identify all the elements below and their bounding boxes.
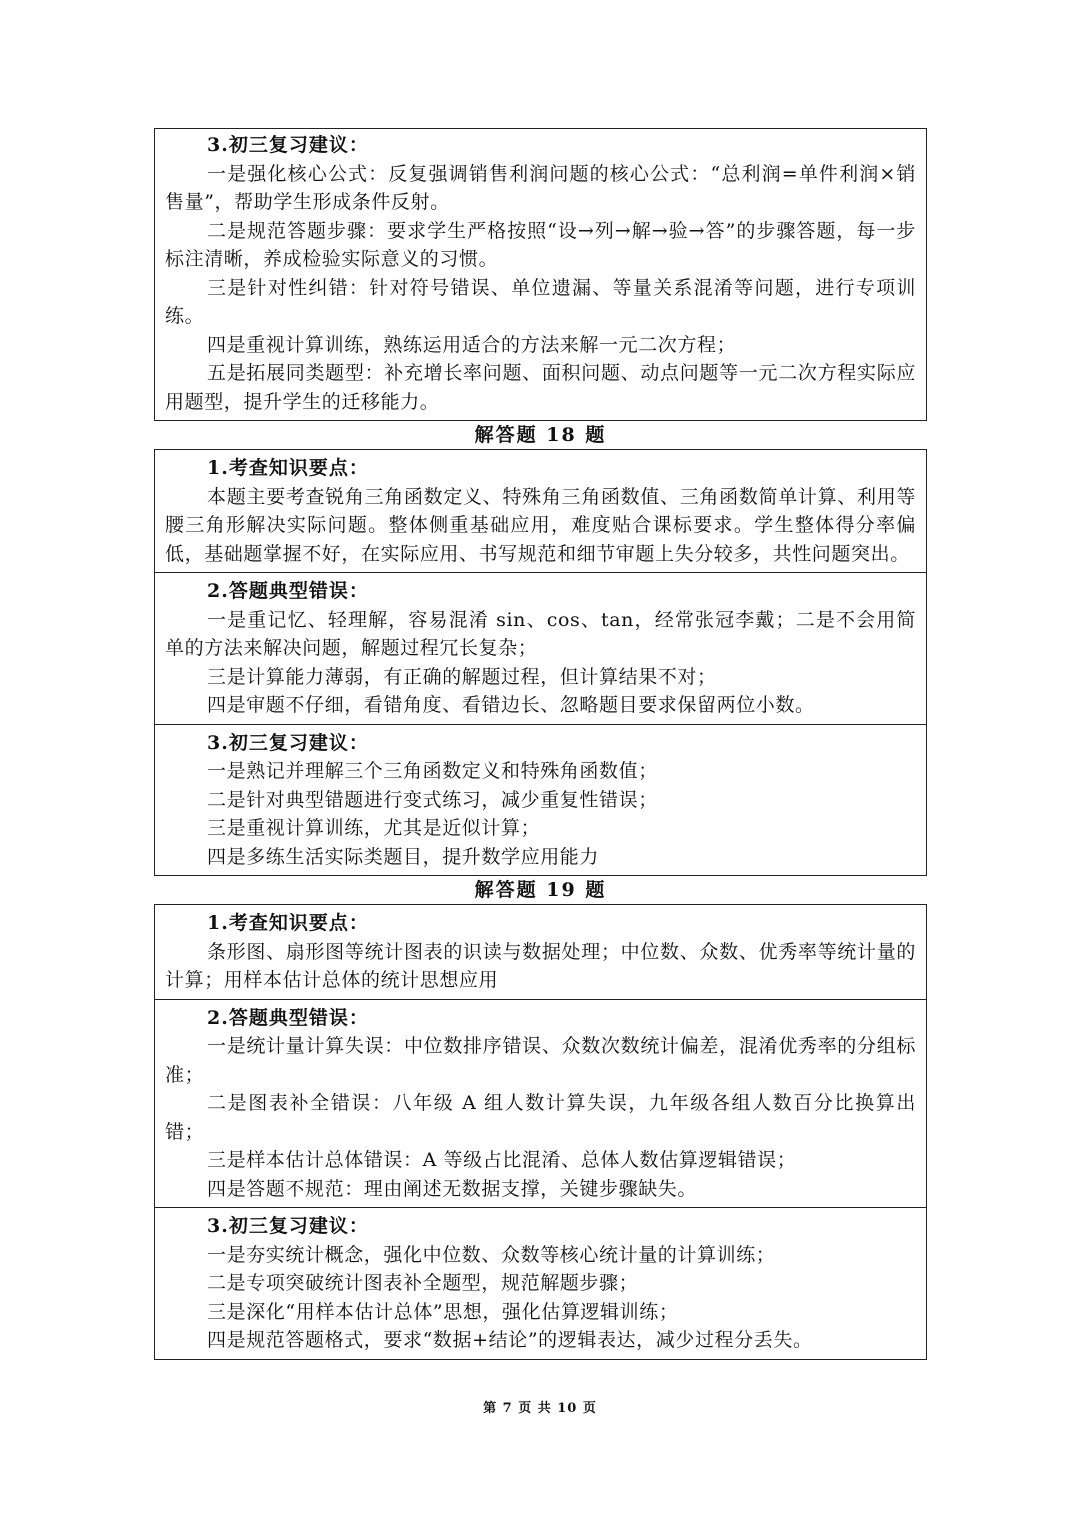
- advice-paragraph: 三是深化“用样本估计总体”思想，强化估算逻辑训练；: [207, 1300, 679, 1323]
- advice-paragraph: 四是重视计算训练，熟练运用适合的方法来解一元二次方程；: [207, 333, 737, 356]
- errors-box-q18: [154, 572, 927, 724]
- advice-box-q18: [154, 724, 927, 877]
- advice-paragraph: 一是强化核心公式：反复强调销售利润问题的核心公式：“总利润=单件利润×销售量”，帮助学生形成条件反射。: [165, 162, 916, 213]
- errors-paragraph: 三是样本估计总体错误：A 等级占比混淆、总体人数估算逻辑错误；: [207, 1149, 797, 1171]
- knowledge-heading: 1.考查知识要点：: [207, 457, 369, 479]
- advice-paragraph: 四是多练生活实际类题目，提升数学应用能力: [207, 845, 600, 868]
- knowledge-box-q19: [154, 904, 927, 999]
- advice-box-prev: [154, 128, 927, 421]
- errors-paragraph: 四是答题不规范：理由阐述无数据支撑，关键步骤缺失。: [207, 1177, 698, 1200]
- document-page: [154, 128, 927, 1360]
- errors-paragraph: 二是图表补全错误：八年级 A 组人数计算失误，九年级各组人数百分比换算出错；: [165, 1092, 916, 1143]
- advice-paragraph: 二是规范答题步骤：要求学生严格按照“设→列→解→验→答”的步骤答题，每一步标注清晰，养成检验实际意义的习惯。: [165, 219, 916, 270]
- section-title-q18: 解答题 18 题: [474, 424, 607, 446]
- errors-heading: 2.答题典型错误：: [207, 580, 369, 602]
- advice-paragraph: 三是重视计算训练，尤其是近似计算；: [207, 817, 541, 839]
- advice-paragraph: 三是针对性纠错：针对符号错误、单位遗漏、等量关系混淆等问题，进行专项训练。: [165, 276, 916, 327]
- knowledge-heading: 1.考查知识要点：: [207, 912, 369, 934]
- advice-paragraph: 四是规范答题格式，要求“数据+结论”的逻辑表达，减少过程分丢失。: [207, 1329, 813, 1351]
- knowledge-box-q18: [154, 449, 927, 572]
- advice-paragraph: 五是拓展同类题型：补充增长率问题、面积问题、动点问题等一元二次方程实际应用题型，提升学生的迁移能力。: [165, 362, 916, 413]
- advice-paragraph: 二是专项突破统计图表补全题型，规范解题步骤；: [207, 1272, 639, 1294]
- advice-heading: 3.初三复习建议：: [207, 731, 369, 754]
- page-number-footer: 第 7 页 共 10 页: [483, 1401, 597, 1416]
- errors-heading: 2.答题典型错误：: [207, 1006, 369, 1029]
- section-title-q19: 解答题 19 题: [474, 879, 607, 901]
- knowledge-paragraph: 条形图、扇形图等统计图表的识读与数据处理；中位数、众数、优秀率等统计量的计算；用样本估计总体的统计思想应用: [165, 940, 916, 991]
- advice-box-q19: [154, 1207, 927, 1360]
- errors-paragraph: 四是审题不仔细，看错角度、看错边长、忽略题目要求保留两位小数。: [207, 694, 815, 716]
- advice-paragraph: 一是熟记并理解三个三角函数定义和特殊角函数值；: [207, 760, 658, 782]
- advice-heading: 3.初三复习建议：: [207, 134, 369, 156]
- advice-paragraph: 二是针对典型错题进行变式练习，减少重复性错误；: [207, 788, 658, 811]
- advice-paragraph: 一是夯实统计概念，强化中位数、众数等核心统计量的计算训练；: [207, 1243, 776, 1266]
- errors-paragraph: 一是重记忆、轻理解，容易混淆 sin、cos、tan，经常张冠李戴；二是不会用简单的方法来解决问题，解题过程冗长复杂；: [165, 608, 916, 659]
- errors-paragraph: 一是统计量计算失误：中位数排序错误、众数次数统计偏差，混淆优秀率的分组标准；: [165, 1035, 916, 1086]
- errors-paragraph: 三是计算能力薄弱，有正确的解题过程，但计算结果不对；: [207, 665, 717, 688]
- errors-box-q19: [154, 999, 927, 1208]
- knowledge-paragraph: 本题主要考查锐角三角函数定义、特殊角三角函数值、三角函数简单计算、利用等腰三角形解决实际问题。整体侧重基础应用，难度贴合课标要求。学生整体得分率偏低，基础题掌握不好，在实际应用、书写规范和细节审题上失分较多，共性问题突出。: [165, 485, 916, 565]
- advice-heading: 3.初三复习建议：: [207, 1215, 369, 1237]
